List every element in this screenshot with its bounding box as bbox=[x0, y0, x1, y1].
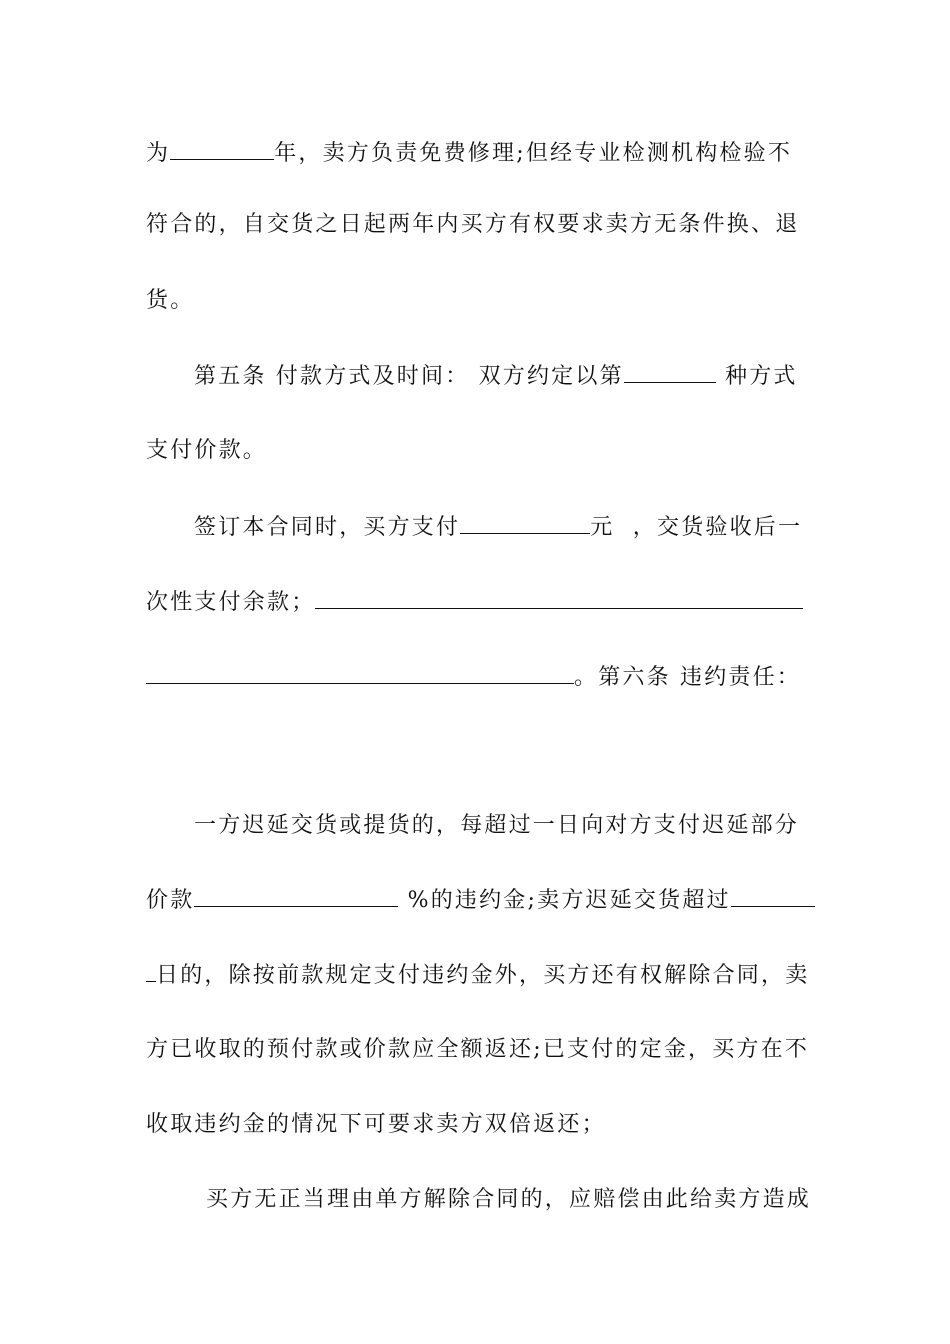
fill-in-blank bbox=[146, 955, 156, 982]
text-line: 日的，除按前款规定支付违约金外，买方还有权解除合同，卖 bbox=[146, 955, 806, 995]
fill-in-blank bbox=[731, 880, 815, 907]
fill-in-blank bbox=[170, 133, 274, 160]
text-line: 买方无正当理由单方解除合同的，应赔偿由此给卖方造成 bbox=[206, 1187, 812, 1212]
text-line: 为 年，卖方负责免费修理;但经专业检测机构检验不 bbox=[146, 133, 806, 173]
fill-in-blank bbox=[460, 507, 590, 534]
text-line: 签订本合同时，买方支付 元 ，交货验收后一 bbox=[194, 507, 806, 547]
text-line: 符合的，自交货之日起两年内买方有权要求卖方无条件换、退 bbox=[146, 212, 800, 237]
text-line: 支付价款。 bbox=[146, 438, 268, 463]
text-line: 货。 bbox=[146, 288, 195, 313]
fill-in-blank bbox=[315, 582, 803, 609]
text-line: 方已收取的预付款或价款应全额返还;已支付的定金，买方在不 bbox=[146, 1037, 810, 1062]
text-line: 收取违约金的情况下可要求卖方双倍返还； bbox=[146, 1112, 606, 1137]
fill-in-blank bbox=[624, 356, 716, 383]
fill-in-blank bbox=[146, 657, 574, 684]
text-line: 价款 %的违约金;卖方迟延交货超过 bbox=[146, 880, 806, 920]
fill-in-blank bbox=[194, 880, 398, 907]
text-line: 一方迟延交货或提货的，每超过一日向对方支付迟延部分 bbox=[194, 813, 800, 838]
text-line: 次性支付余款； bbox=[146, 582, 806, 622]
text-line: 。第六条 违约责任： bbox=[146, 657, 806, 697]
text-line: 第五条 付款方式及时间： 双方约定以第 种方式 bbox=[194, 356, 806, 396]
